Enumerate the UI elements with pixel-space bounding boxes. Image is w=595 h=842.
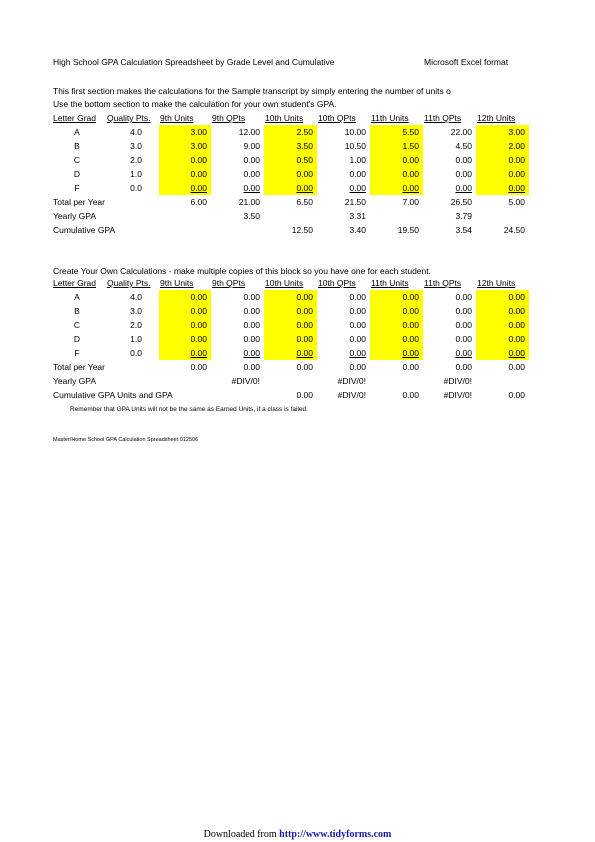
total-row (0, 360, 595, 374)
cumulative-cell: 3.54 (455, 225, 472, 235)
cumulative-cell: 24.50 (503, 225, 525, 235)
units-input-cell[interactable]: 0.00 (370, 304, 423, 318)
units-input-cell[interactable]: 0.00 (159, 318, 211, 332)
units-input-cell[interactable] (370, 346, 423, 360)
units-input-cell[interactable]: 2.00 (476, 139, 529, 153)
footer-link[interactable]: http://www.tidyforms.com (279, 829, 392, 840)
total-cell: 7.00 (402, 197, 419, 207)
header-cell: 12th Units (477, 278, 516, 288)
total-cell: 5.00 (508, 197, 525, 207)
remember-note: Remember that GPA Units will not be the same as Earned Units, if a class is failed. (70, 406, 308, 413)
cumulative-gpa-row (0, 223, 595, 237)
units-input-cell[interactable] (264, 346, 317, 360)
header-cell: 10th Units (265, 113, 304, 123)
qpts-cell (423, 346, 476, 360)
qpts-cell: 10.50 (344, 141, 366, 151)
total-cell: 26.50 (450, 197, 472, 207)
units-input-cell[interactable]: 0.00 (264, 332, 317, 346)
header-cell: 12th Units (477, 113, 516, 123)
units-input-cell[interactable]: 0.00 (159, 332, 211, 346)
cumulative-cell: 0.00 (296, 390, 313, 400)
qpts-cell (423, 181, 476, 195)
units-input-cell[interactable]: 0.00 (264, 290, 317, 304)
header-cell: 9th QPts (212, 113, 246, 123)
qpts-cell: 0.00 (243, 169, 260, 179)
units-input-cell[interactable] (159, 346, 211, 360)
qpts-cell: 0.00 (349, 292, 366, 302)
cell-value: 0.00 (349, 348, 366, 358)
units-input-cell[interactable]: 0.50 (264, 153, 317, 167)
grade-letter: C (73, 320, 81, 330)
grade-letter: A (74, 292, 80, 302)
header-cell: Quality Pts. (107, 278, 151, 288)
quality-points: 4.0 (130, 127, 142, 137)
units-input-cell[interactable]: 0.00 (159, 153, 211, 167)
units-input-cell[interactable]: 0.00 (370, 332, 423, 346)
cumulative-cell: 0.00 (402, 390, 419, 400)
footer (0, 829, 595, 840)
cell-value: 0.00 (349, 183, 366, 193)
qpts-cell: 0.00 (243, 292, 260, 302)
quality-points: 2.0 (130, 155, 142, 165)
grade-row (0, 125, 595, 139)
units-input-cell[interactable] (370, 181, 423, 195)
cumulative-cell: 0.00 (508, 390, 525, 400)
units-input-cell[interactable]: 0.00 (476, 167, 529, 181)
qpts-cell: 0.00 (455, 306, 472, 316)
header-cell: 10th QPts (318, 113, 356, 123)
sample-grade-rows (0, 125, 595, 195)
units-input-cell[interactable]: 3.00 (159, 139, 211, 153)
cell-value: 0.00 (190, 183, 207, 193)
grade-row (0, 332, 595, 346)
qpts-cell: 22.00 (450, 127, 472, 137)
qpts-cell (317, 346, 370, 360)
grade-letter: C (73, 155, 81, 165)
header-cell: 11th Units (371, 113, 409, 123)
units-input-cell[interactable]: 3.50 (264, 139, 317, 153)
units-input-cell[interactable]: 0.00 (264, 318, 317, 332)
cell-value: 0.00 (402, 183, 419, 193)
grade-letter: F (74, 183, 80, 193)
cell-value: 0.00 (190, 348, 207, 358)
yearly-label: Yearly GPA (53, 376, 96, 386)
qpts-cell: 4.50 (455, 141, 472, 151)
total-cell: 21.00 (238, 197, 260, 207)
header-row (0, 111, 595, 125)
units-input-cell[interactable]: 0.00 (476, 304, 529, 318)
total-cell: 0.00 (296, 362, 313, 372)
qpts-cell: 0.00 (243, 306, 260, 316)
cell-value: 0.00 (402, 348, 419, 358)
header-cell: 9th Units (160, 113, 194, 123)
qpts-cell: 0.00 (455, 334, 472, 344)
units-input-cell[interactable] (159, 181, 211, 195)
units-input-cell[interactable]: 3.00 (476, 125, 529, 139)
quality-points: 4.0 (130, 292, 142, 302)
header-cell: 9th QPts (212, 278, 246, 288)
quality-points: 1.0 (130, 334, 142, 344)
grade-letter: D (73, 334, 81, 344)
page-title: High School GPA Calculation Spreadsheet by Grade Level and Cumulative (53, 57, 335, 67)
cell-value: 0.00 (508, 348, 525, 358)
units-input-cell[interactable]: 0.00 (159, 167, 211, 181)
yearly-cell: #DIV/0! (337, 376, 366, 386)
header-cell: 10th QPts (318, 278, 356, 288)
grade-letter: D (73, 169, 81, 179)
units-input-cell[interactable]: 5.50 (370, 125, 423, 139)
cell-value: 0.00 (243, 183, 260, 193)
cumulative-gpa-row (0, 388, 595, 402)
units-input-cell[interactable]: 0.00 (476, 290, 529, 304)
grade-letter: B (74, 141, 80, 151)
grade-row (0, 139, 595, 153)
grade-letter: F (74, 348, 80, 358)
grade-row (0, 153, 595, 167)
grade-row (0, 346, 595, 360)
footer-prefix: Downloaded from (203, 829, 277, 840)
cumulative-cell: 19.50 (397, 225, 419, 235)
total-cell: 21.50 (344, 197, 366, 207)
units-input-cell[interactable]: 1.50 (370, 139, 423, 153)
grade-letter: A (74, 127, 80, 137)
header-cell: Letter Grad (53, 278, 96, 288)
qpts-cell: 1.00 (349, 155, 366, 165)
cumulative-cell: 3.40 (349, 225, 366, 235)
yearly-gpa-row (0, 374, 595, 388)
qpts-cell (211, 181, 264, 195)
cell-value: 0.00 (455, 183, 472, 193)
grade-row (0, 318, 595, 332)
quality-points: 1.0 (130, 169, 142, 179)
yearly-cell: 3.50 (243, 211, 260, 221)
qpts-cell (211, 346, 264, 360)
cumulative-cell: #DIV/0! (443, 390, 472, 400)
header-cell: 11th QPts (424, 278, 462, 288)
units-input-cell[interactable]: 2.50 (264, 125, 317, 139)
units-input-cell[interactable]: 0.00 (159, 304, 211, 318)
yearly-cell: 3.79 (455, 211, 472, 221)
grade-row (0, 181, 595, 195)
quality-points: 0.0 (130, 348, 142, 358)
grade-row (0, 167, 595, 181)
qpts-cell: 0.00 (349, 169, 366, 179)
total-label: Total per Year (53, 197, 105, 207)
qpts-cell: 0.00 (349, 334, 366, 344)
own-table (0, 276, 595, 402)
quality-points: 3.0 (130, 141, 142, 151)
qpts-cell: 0.00 (243, 155, 260, 165)
own-grade-rows (0, 290, 595, 360)
units-input-cell[interactable]: 0.00 (159, 290, 211, 304)
quality-points: 0.0 (130, 183, 142, 193)
grade-row (0, 304, 595, 318)
total-cell: 0.00 (455, 362, 472, 372)
units-input-cell[interactable]: 0.00 (264, 167, 317, 181)
units-input-cell[interactable]: 3.00 (159, 125, 211, 139)
qpts-cell: 0.00 (455, 320, 472, 330)
qpts-cell: 10.00 (344, 127, 366, 137)
qpts-cell: 0.00 (243, 320, 260, 330)
qpts-cell: 0.00 (455, 169, 472, 179)
units-input-cell[interactable]: 0.00 (370, 290, 423, 304)
own-section-title: Create Your Own Calculations - make multiple copies of this block so you have one for each student. (53, 266, 431, 276)
cumulative-label: Cumulative GPA (53, 225, 116, 235)
header-cell: Letter Grad (53, 113, 96, 123)
cell-value: 0.00 (296, 348, 313, 358)
cell-value: 0.00 (296, 183, 313, 193)
units-input-cell[interactable]: 0.00 (370, 167, 423, 181)
qpts-cell: 0.00 (455, 155, 472, 165)
units-input-cell[interactable] (264, 181, 317, 195)
header-row (0, 276, 595, 290)
cumulative-label: Cumulative GPA Units and GPA (53, 390, 173, 400)
units-input-cell[interactable]: 0.00 (264, 304, 317, 318)
units-input-cell[interactable]: 0.00 (370, 153, 423, 167)
units-input-cell[interactable]: 0.00 (476, 318, 529, 332)
sample-table (0, 111, 595, 237)
total-row (0, 195, 595, 209)
total-cell: 0.00 (243, 362, 260, 372)
quality-points: 3.0 (130, 306, 142, 316)
yearly-cell: 3.31 (349, 211, 366, 221)
yearly-cell: #DIV/0! (443, 376, 472, 386)
units-input-cell[interactable] (476, 346, 529, 360)
yearly-cell: #DIV/0! (231, 376, 260, 386)
intro-line-2: Use the bottom section to make the calculation for your own student's GPA. (53, 99, 337, 109)
qpts-cell: 12.00 (238, 127, 260, 137)
quality-points: 2.0 (130, 320, 142, 330)
header-cell: Quality Pts. (107, 113, 151, 123)
cumulative-cell: #DIV/0! (337, 390, 366, 400)
yearly-label: Yearly GPA (53, 211, 96, 221)
intro-line-1: This first section makes the calculations for the Sample transcript by simply entering the number of units o (53, 86, 451, 96)
total-cell: 0.00 (349, 362, 366, 372)
yearly-gpa-row (0, 209, 595, 223)
grade-row (0, 290, 595, 304)
total-cell: 0.00 (508, 362, 525, 372)
format-note: Microsoft Excel format (424, 57, 509, 67)
total-cell: 0.00 (402, 362, 419, 372)
qpts-cell: 0.00 (349, 306, 366, 316)
qpts-cell: 9.00 (243, 141, 260, 151)
grade-letter: B (74, 306, 80, 316)
master-note: Master/Home School GPA Calculation Spreadsheet 012506 (53, 437, 199, 443)
total-cell: 0.00 (190, 362, 207, 372)
cumulative-cell: 12.50 (291, 225, 313, 235)
units-input-cell[interactable]: 0.00 (476, 332, 529, 346)
header-cell: 9th Units (160, 278, 194, 288)
units-input-cell[interactable]: 0.00 (370, 318, 423, 332)
cell-value: 0.00 (455, 348, 472, 358)
units-input-cell[interactable] (476, 181, 529, 195)
total-cell: 6.00 (190, 197, 207, 207)
qpts-cell (317, 181, 370, 195)
qpts-cell: 0.00 (243, 334, 260, 344)
total-cell: 6.50 (296, 197, 313, 207)
header-cell: 11th Units (371, 278, 409, 288)
cell-value: 0.00 (243, 348, 260, 358)
units-input-cell[interactable]: 0.00 (476, 153, 529, 167)
header-cell: 11th QPts (424, 113, 462, 123)
header-cell: 10th Units (265, 278, 304, 288)
total-label: Total per Year (53, 362, 105, 372)
qpts-cell: 0.00 (349, 320, 366, 330)
cell-value: 0.00 (508, 183, 525, 193)
qpts-cell: 0.00 (455, 292, 472, 302)
